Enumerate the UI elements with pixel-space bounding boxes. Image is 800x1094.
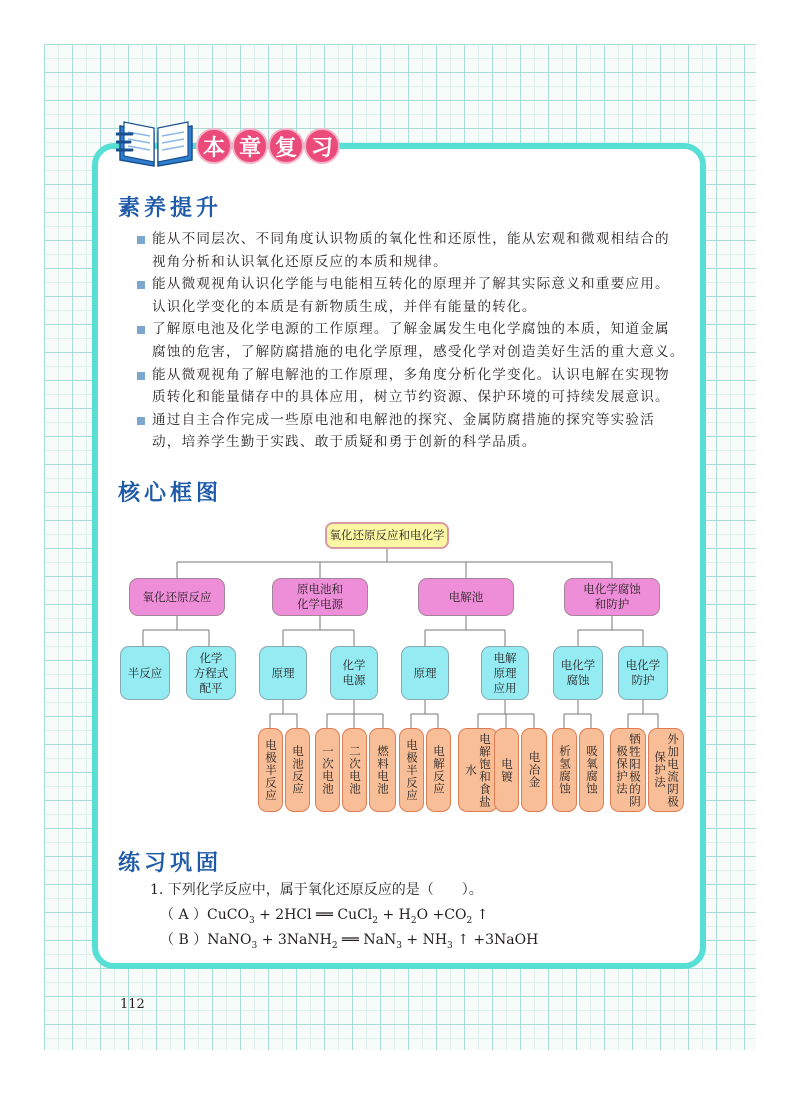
level3-node: 燃料电池 xyxy=(369,728,396,812)
bullet-line: 通过自主合作完成一些原电池和电解池的探究、金属防腐措施的探究等实验活 xyxy=(152,411,655,428)
level3-node: 电极半反应 xyxy=(258,728,283,812)
level2-battery-principle-node: 原理 xyxy=(259,646,307,700)
level1-corrosion-node xyxy=(564,578,660,616)
exercise-question: 1. 下列化学反应中，属于氧化还原反应的是（ ）。 xyxy=(150,882,483,898)
level3-node: 电解反应 xyxy=(426,728,451,812)
level3-node: 外加电流阴极保护法 xyxy=(648,728,684,812)
bullet-line: 动，培养学生勤于实践、敢于质疑和勇于创新的科学品质。 xyxy=(152,434,537,451)
formula-subscript: 3 xyxy=(248,915,255,926)
level3-node: 电解饱和食盐水 xyxy=(458,728,498,812)
formula-subscript: 2 xyxy=(331,940,338,951)
level2-electrolysis-application-node xyxy=(481,646,529,700)
section-title-framework: 核心框图 xyxy=(118,481,223,506)
level2-half-reaction-node: 半反应 xyxy=(120,646,170,700)
banner-char: 复 xyxy=(268,128,304,164)
bullet-line: 质转化和能量储存中的具体应用，树立节约资源、保护环境的可持续发展意识。 xyxy=(152,389,670,406)
banner-char: 本 xyxy=(196,128,232,164)
level1-battery-node xyxy=(272,578,368,616)
node-line: 腐蚀 xyxy=(566,673,590,687)
formula-subscript: 3 xyxy=(396,940,402,951)
bullet-line: 能从微观视角了解电解池的工作原理，多角度分析化学变化。认识电解在实现物 xyxy=(152,366,670,383)
bullet-line: 了解原电池及化学电源的工作原理。了解金属发生电化学腐蚀的本质，知道金属 xyxy=(152,321,670,338)
bullet-line: 视角分析和认识氧化还原反应的本质和规律。 xyxy=(152,253,448,270)
exercise-option-a xyxy=(160,904,488,926)
bullet-line: 腐蚀的危害，了解防腐措施的电化学原理，感受化学对创造美好生活的重大意义。 xyxy=(152,343,685,360)
level2-electrolysis-principle-node: 原理 xyxy=(401,646,449,700)
formula-part: ══ NaN xyxy=(337,932,397,948)
page-number: 112 xyxy=(120,997,145,1012)
node-line: 配平 xyxy=(199,680,223,695)
level3-node: 一次电池 xyxy=(315,728,340,812)
exercise-option-b xyxy=(160,929,538,951)
node-line: 电化学 xyxy=(560,658,596,672)
level3-node: 电镀 xyxy=(494,728,519,812)
formula-part: + H xyxy=(378,907,411,923)
level3-node: 吸氧腐蚀 xyxy=(579,728,604,812)
level2-chemical-power-node xyxy=(330,646,378,700)
formula-part: + NH xyxy=(401,932,448,948)
formula-part: O +CO xyxy=(416,907,467,923)
node-line: 应用 xyxy=(493,680,517,695)
formula-part: NaNO xyxy=(207,932,252,948)
section-title-literacy: 素养提升 xyxy=(118,196,223,221)
formula-part: ↑ xyxy=(472,907,489,923)
formula-subscript: 2 xyxy=(466,915,473,926)
option-label: （ B ） xyxy=(160,932,208,948)
bullet-line: 能从微观视角认识化学能与电能相互转化的原理并了解其实际意义和重要应用。 xyxy=(152,276,670,293)
node-line: 方程式 xyxy=(193,665,229,680)
formula-part: + 2HCl ══ CuCl xyxy=(254,907,373,923)
bullet-line: 认识化学变化的本质是有新物质生成，并伴有能量的转化。 xyxy=(152,298,537,315)
level3-node: 电极半反应 xyxy=(399,728,424,812)
level3-node: 牺牲阳极的阴极保护法 xyxy=(610,728,646,812)
formula-part: CuCO xyxy=(207,907,249,923)
level3-node: 析氢腐蚀 xyxy=(552,728,577,812)
formula-subscript: 3 xyxy=(447,940,453,951)
level2-electrochemical-protection-node xyxy=(618,646,668,700)
formula-subscript: 3 xyxy=(251,940,258,951)
formula-part: + 3NaNH xyxy=(257,932,332,948)
level2-equation-balance-node xyxy=(186,646,236,700)
node-line: 原电池和 xyxy=(297,582,343,596)
node-line: 防护 xyxy=(631,673,655,687)
formula-part: ↑ +3NaOH xyxy=(452,932,539,948)
node-line: 电化学腐蚀 xyxy=(583,582,641,596)
banner-char: 习 xyxy=(304,128,340,164)
formula-subscript: 2 xyxy=(372,915,379,926)
node-line: 电化学 xyxy=(625,658,661,672)
level3-node: 二次电池 xyxy=(342,728,367,812)
node-line: 电解 xyxy=(493,650,517,665)
level3-node: 电池反应 xyxy=(285,728,310,812)
section-title-practice: 练习巩固 xyxy=(118,851,223,876)
node-line: 化学 xyxy=(342,658,366,672)
level2-electrochemical-corrosion-node xyxy=(553,646,603,700)
node-line: 化学 xyxy=(199,650,223,665)
level1-redox-node: 氧化还原反应 xyxy=(129,578,225,616)
level1-electrolysis-node: 电解池 xyxy=(418,578,514,616)
banner-char: 章 xyxy=(232,128,268,164)
level3-node: 电冶金 xyxy=(521,728,547,812)
bullet-line: 能从不同层次、不同角度认识物质的氧化性和还原性，能从宏观和微观相结合的 xyxy=(152,231,670,247)
formula-subscript: 2 xyxy=(410,915,417,926)
node-line: 原理 xyxy=(493,665,517,680)
node-line: 和防护 xyxy=(594,597,630,611)
root-node: 氧化还原反应和电化学 xyxy=(325,522,449,549)
node-line: 化学电源 xyxy=(297,597,343,611)
node-line: 电源 xyxy=(342,673,366,687)
option-label: （ A ） xyxy=(160,907,208,923)
